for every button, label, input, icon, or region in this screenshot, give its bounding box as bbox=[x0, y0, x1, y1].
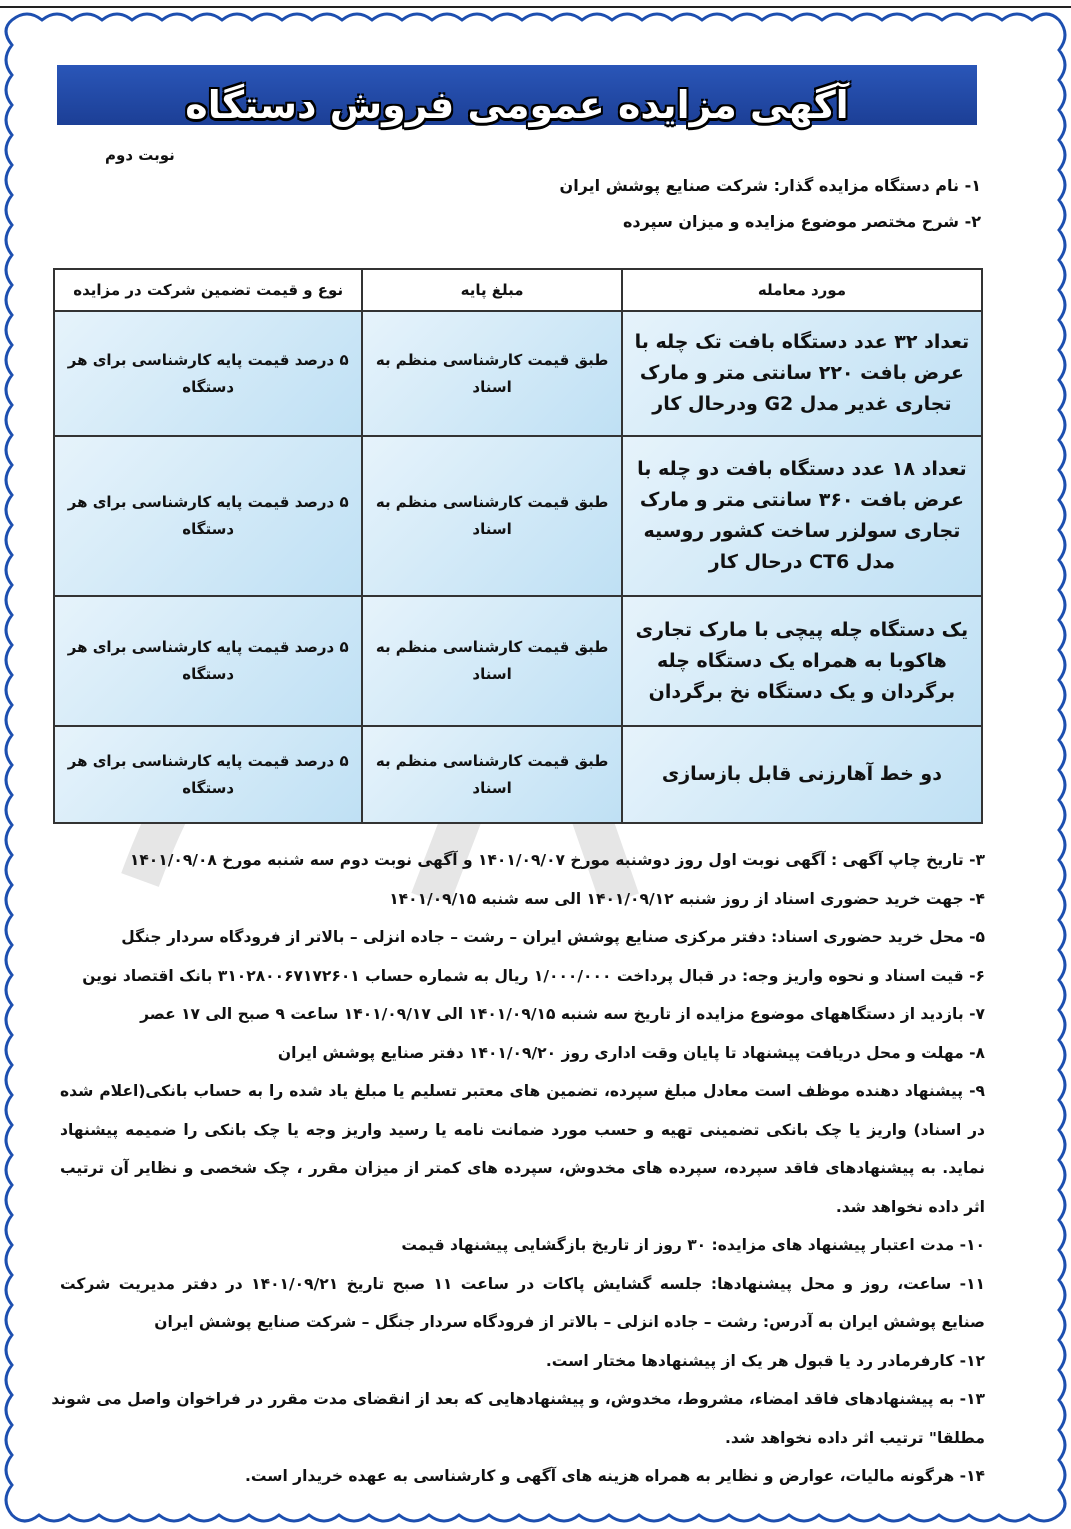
condition-item bbox=[60, 1346, 985, 1385]
table-row bbox=[54, 436, 982, 596]
condition-line: ۹- پیشنهاد دهنده موظف است معادل مبلغ سپرده، تضمین های معتبر تسلیم یا مبلغ یاد شده را به حساب بانکی(اعلام شده bbox=[60, 1082, 985, 1100]
condition-item bbox=[60, 1038, 985, 1077]
header-guarantee: نوع و قیمت تضمین شرکت در مزایده bbox=[54, 269, 362, 311]
condition-line: ۸- مهلت و محل دریافت پیشنهاد تا پایان وقت اداری روز ۱۴۰۱/۰۹/۲۰ دفتر صنایع پوشش ایران bbox=[277, 1043, 985, 1062]
condition-item bbox=[60, 1230, 985, 1269]
cell-guarantee: ۵ درصد قیمت پایه کارشناسی برای هر دستگاه bbox=[54, 596, 362, 726]
condition-line: ۱۳- به پیشنهادهای فاقد امضاء، مشروط، مخدوش، و پیشنهادهایی که بعد از انقضای مدت مقرر در فراخوان واصل می شوند bbox=[51, 1390, 985, 1408]
cell-guarantee: ۵ درصد قیمت پایه کارشناسی برای هر دستگاه bbox=[54, 311, 362, 436]
condition-line: نماید. به پیشنهادهای فاقد سپرده، سپرده های مخدوش، سپرده های کمتر از میزان مقرر ، چک شخصی و نظایر آن ترتیب bbox=[60, 1159, 985, 1177]
condition-line: ۱۱- ساعت، روز و محل پیشنهادها: جلسه گشایش پاکات در ساعت ۱۱ صبح تاریخ ۱۴۰۱/۰۹/۲۱ در دفتر مدیریت شرکت bbox=[60, 1274, 985, 1293]
cell-base-price: طبق قیمت کارشناسی منظم به اسناد bbox=[362, 596, 621, 726]
header-item: مورد معامله bbox=[622, 269, 982, 311]
cell-guarantee: ۵ درصد قیمت پایه کارشناسی برای هر دستگاه bbox=[54, 726, 362, 823]
cell-item: تعداد ۱۸ عدد دستگاه بافت دو چله با عرض بافت ۳۶۰ سانتی متر و مارک تجاری سولزر ساخت کشور روسیه مدل CT6 درحال کار bbox=[622, 436, 982, 596]
condition-line: ۱۲- کارفرمادر رد یا قبول هر یک از پیشنهادها مختار است. bbox=[545, 1351, 985, 1370]
table-row bbox=[54, 311, 982, 436]
condition-line: صنایع پوشش ایران به آدرس: رشت – جاده انزلی – بالاتر از فرودگاه سردار جنگل – شرکت صنایع پوشش ایران bbox=[154, 1313, 985, 1331]
intro-item-1: ۱- نام دستگاه مزایده گذار: شرکت صنایع پوشش ایران bbox=[559, 176, 981, 195]
intro-item-2: ۲- شرح مختصر موضوع مزایده و میزان سپرده bbox=[622, 212, 981, 231]
condition-item bbox=[60, 922, 985, 961]
condition-item bbox=[60, 845, 985, 884]
condition-line: ۳- تاریخ چاپ آگهی : آگهی نوبت اول روز دوشنبه مورخ ۱۴۰۱/۰۹/۰۷ و آگهی نوبت دوم سه شنبه مورخ ۱۴۰۱/۰۹/۰۸ bbox=[129, 851, 985, 869]
condition-line: مطلقا" ترتیب اثر داده نخواهد شد. bbox=[724, 1428, 985, 1447]
condition-line: ۵- محل خرید حضوری اسناد: دفتر مرکزی صنایع پوشش ایران – رشت – جاده انزلی – بالاتر از فرودگاه سردار جنگل bbox=[121, 928, 985, 946]
cell-item: دو خط آهارزنی قابل بازسازی bbox=[622, 726, 982, 823]
condition-item bbox=[60, 884, 985, 923]
table-header-row bbox=[54, 269, 982, 311]
cell-guarantee: ۵ درصد قیمت پایه کارشناسی برای هر دستگاه bbox=[54, 436, 362, 596]
condition-item bbox=[60, 961, 985, 1000]
condition-item bbox=[60, 999, 985, 1038]
table-row bbox=[54, 726, 982, 823]
condition-item bbox=[51, 1384, 985, 1461]
condition-line: ۶- قیت اسناد و نحوه واریز وجه: در قبال پرداخت ۱/۰۰۰/۰۰۰ ریال به شماره حساب ۳۱۰۲۸۰۰۶۷۱۷۲۶۰۱ بانک اقتصاد نوین bbox=[82, 966, 985, 985]
cell-item: تعداد ۳۲ عدد دستگاه بافت تک چله با عرض بافت ۲۲۰ سانتی متر و مارک تجاری غدیر مدل G2 ودرحال کار bbox=[622, 311, 982, 436]
condition-line: ۱۰- مدت اعتبار پیشنهاد های مزایده: ۳۰ روز از تاریخ بازگشایی پیشنهاد قیمت bbox=[401, 1236, 985, 1254]
condition-line: ۴- جهت خرید حضوری اسناد از روز شنبه ۱۴۰۱/۰۹/۱۲ الی سه شنبه ۱۴۰۱/۰۹/۱۵ bbox=[389, 889, 985, 908]
condition-line: اثر داده نخواهد شد. bbox=[835, 1197, 985, 1216]
condition-item bbox=[60, 1461, 985, 1500]
cell-base-price: طبق قیمت کارشناسی منظم به اسناد bbox=[362, 436, 621, 596]
round-label: نوبت دوم bbox=[105, 146, 175, 164]
table-row bbox=[54, 596, 982, 726]
condition-item bbox=[60, 1269, 985, 1346]
condition-line: ۷- بازدید از دستگاههای موضوع مزایده از تاریخ سه شنبه ۱۴۰۱/۰۹/۱۵ الی ۱۴۰۱/۰۹/۱۷ ساعت ۹ صبح الی ۱۷ عصر bbox=[140, 1005, 985, 1023]
conditions-list bbox=[51, 845, 985, 1500]
page-title: آگهی مزایده عمومی فروش دستگاه bbox=[185, 83, 849, 127]
header-base-price: مبلغ پایه bbox=[362, 269, 621, 311]
cell-base-price: طبق قیمت کارشناسی منظم به اسناد bbox=[362, 311, 621, 436]
condition-line: در اسناد) واریز یا چک بانکی تضمینی تهیه و حسب مورد ضمانت نامه یا رسید واریز وجه یا چک بانکی را ضمیمه پیشنهاد bbox=[60, 1120, 985, 1139]
condition-item bbox=[60, 1076, 985, 1230]
cell-base-price: طبق قیمت کارشناسی منظم به اسناد bbox=[362, 726, 621, 823]
condition-line: ۱۴- هرگونه مالیات، عوارض و نظایر به همراه هزینه های آگهی و کارشناسی به عهده خریدار است. bbox=[244, 1467, 985, 1485]
cell-item: یک دستگاه چله پیچی با مارک تجاری هاکوبا به همراه یک دستگاه چله برگردان و یک دستگاه نخ برگردان bbox=[622, 596, 982, 726]
auction-table bbox=[53, 268, 983, 824]
